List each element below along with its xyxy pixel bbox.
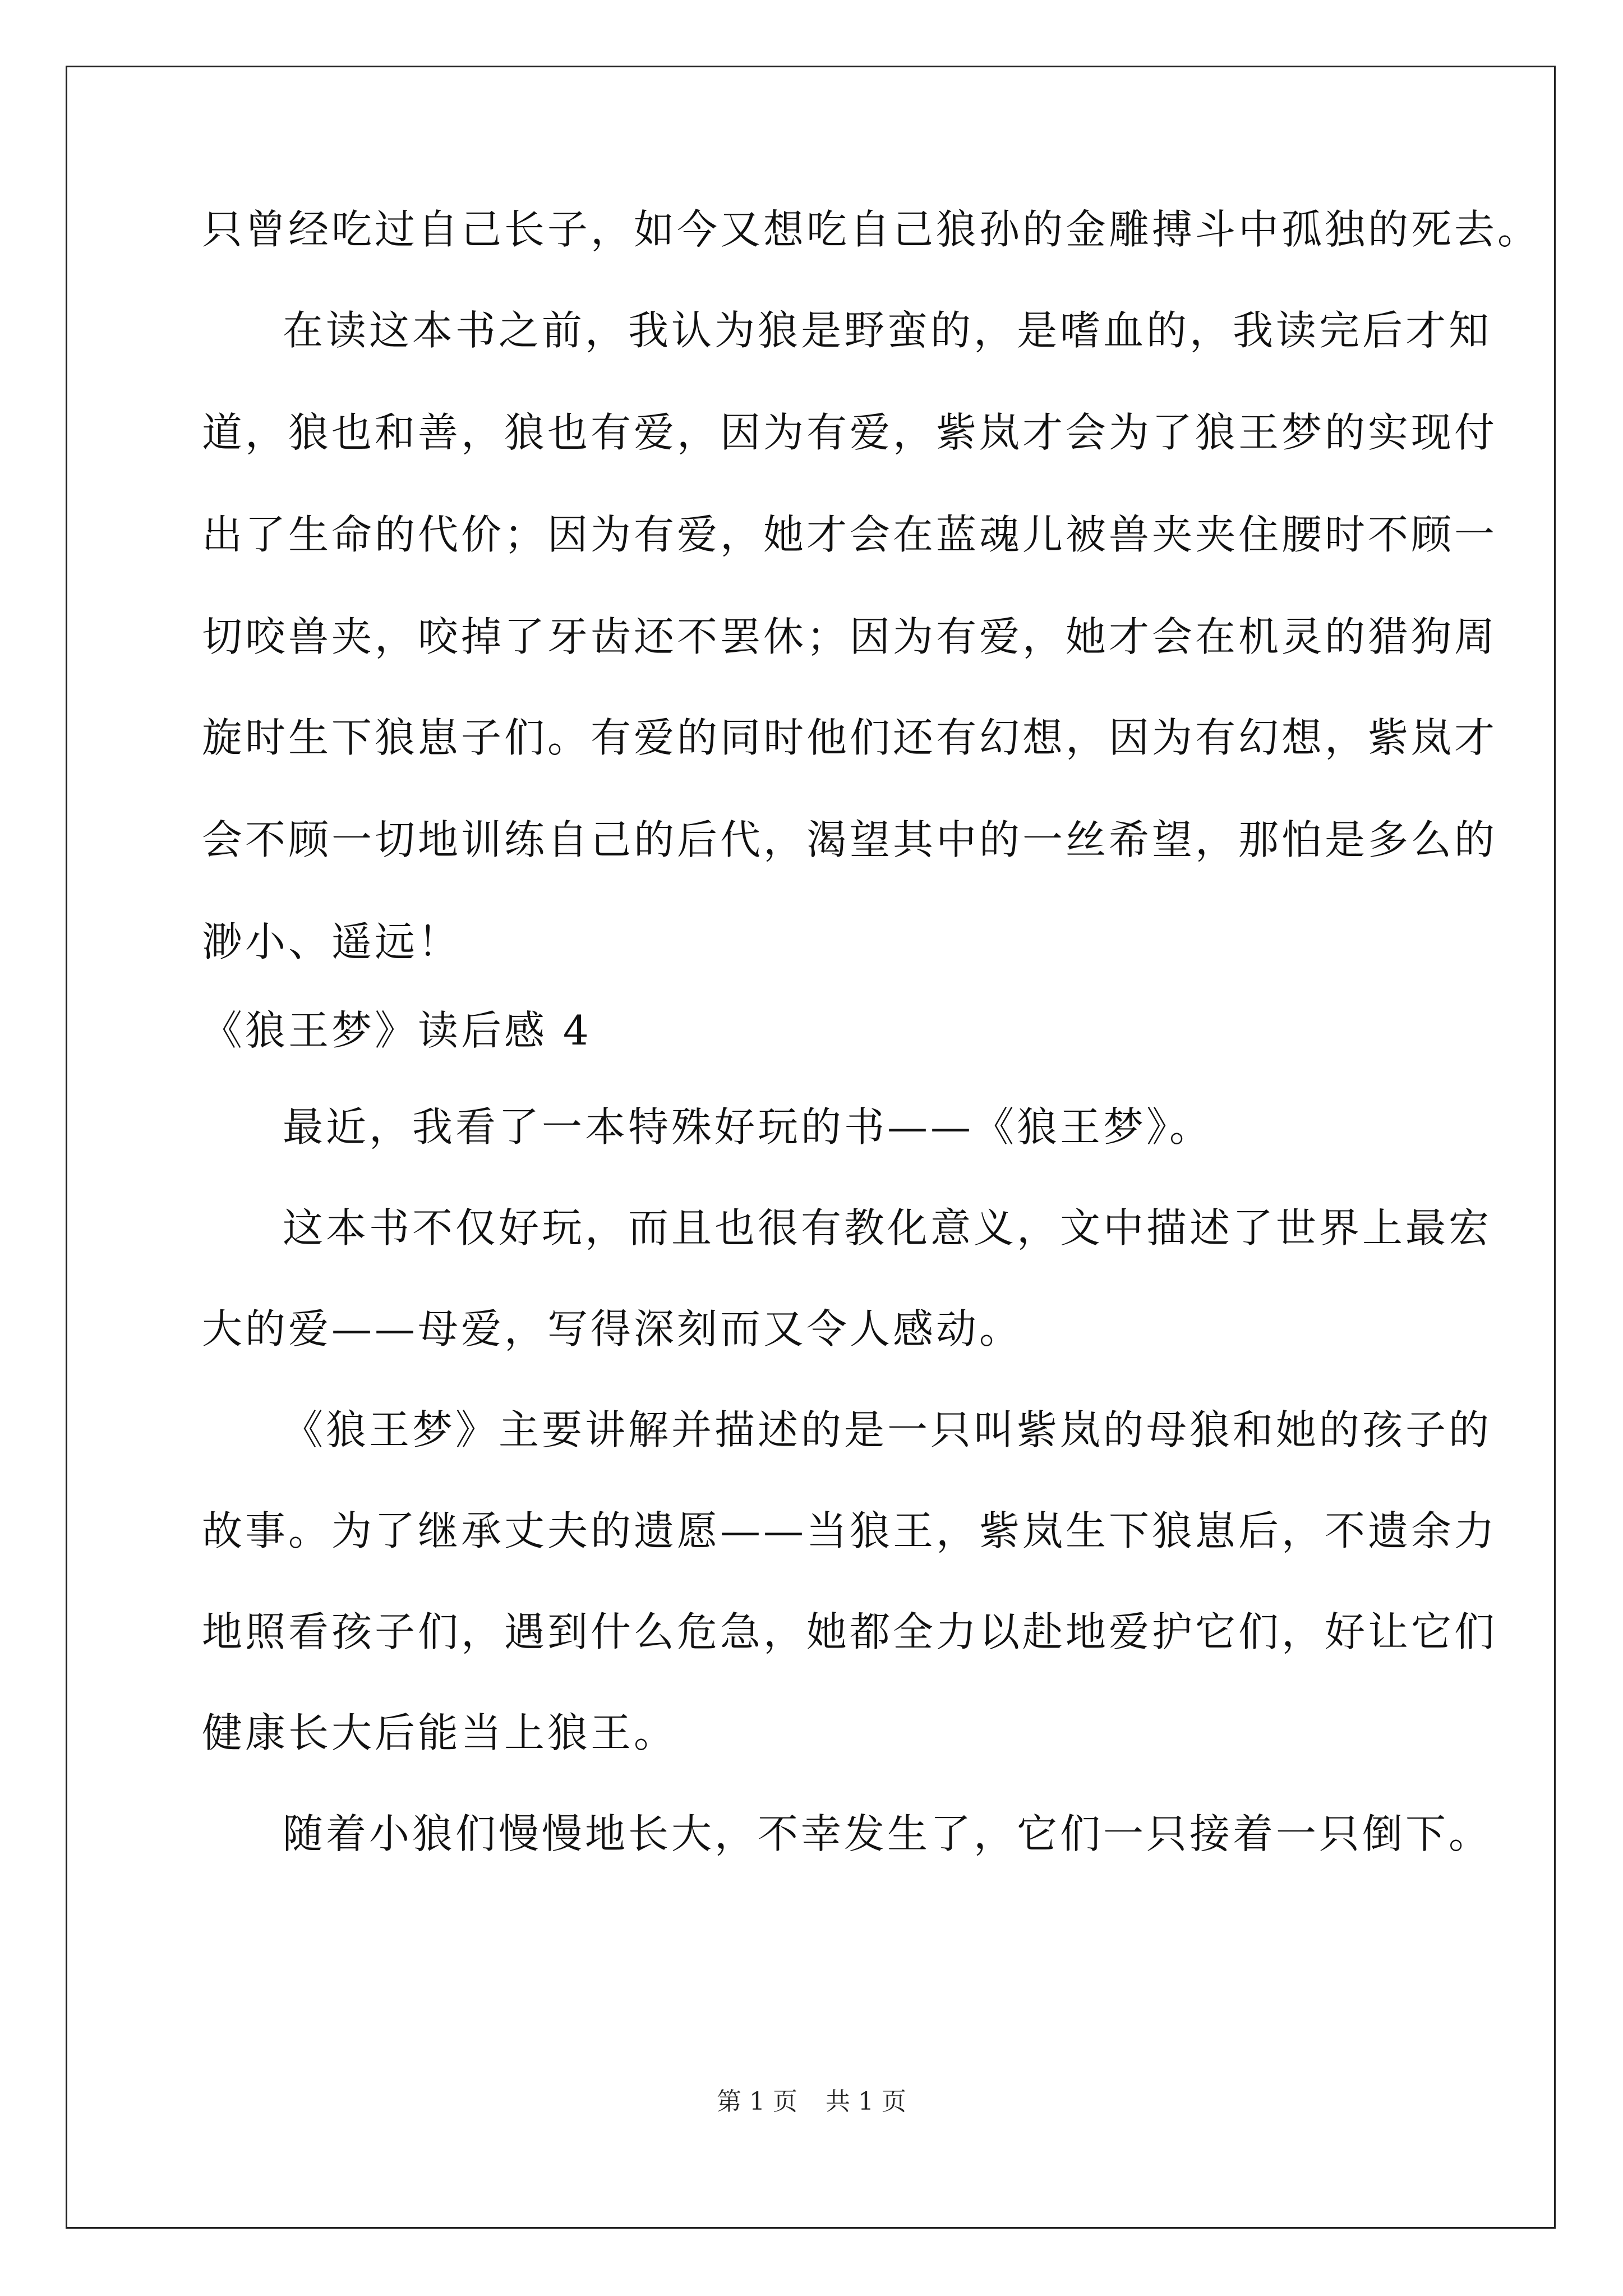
text-line: 出了生命的代价；因为有爱，她才会在蓝魂儿被兽夹夹住腰时不顾一 (202, 511, 1498, 558)
text-line: 地照看孩子们，遇到什么危急，她都全力以赴地爱护它们，好让它们 (202, 1608, 1498, 1655)
text-line: 故事。为了继承丈夫的遗愿——当狼王，紫岚生下狼崽后，不遗余力 (202, 1507, 1498, 1554)
text-line: 道，狼也和善，狼也有爱，因为有爱，紫岚才会为了狼王梦的实现付 (202, 409, 1498, 456)
text-line: 会不顾一切地训练自己的后代，渴望其中的一丝希望，那怕是多么的 (202, 816, 1498, 863)
page-total: 共 1 页 (826, 2087, 906, 2116)
paragraph-first-line: 最近，我看了一本特殊好玩的书——《狼王梦》。 (283, 1103, 1213, 1151)
text-line: 只曾经吃过自己长子，如今又想吃自己狼孙的金雕搏斗中孤独的死去。 (202, 206, 1541, 253)
text-line: 大的爱——母爱，写得深刻而又令人感动。 (202, 1305, 1023, 1352)
paragraph-first-line: 《狼王梦》主要讲解并描述的是一只叫紫岚的母狼和她的孩子的 (283, 1406, 1492, 1453)
paragraph-first-line: 在读这本书之前，我认为狼是野蛮的，是嗜血的，我读完后才知 (283, 307, 1492, 354)
page-footer (0, 2087, 1623, 2117)
text-line: 旋时生下狼崽子们。有爱的同时他们还有幻想，因为有幻想，紫岚才 (202, 714, 1498, 761)
text-line: 健康长大后能当上狼王。 (202, 1709, 677, 1756)
paragraph-first-line: 随着小狼们慢慢地长大，不幸发生了，它们一只接着一只倒下。 (283, 1810, 1492, 1857)
text-line: 渺小、遥远！ (202, 918, 462, 965)
section-heading: 《狼王梦》读后感 4 (202, 1007, 592, 1054)
paragraph-first-line: 这本书不仅好玩，而且也很有教化意义，文中描述了世界上最宏 (283, 1204, 1492, 1251)
page-number: 第 1 页 (717, 2087, 797, 2116)
text-line: 切咬兽夹，咬掉了牙齿还不罢休；因为有爱，她才会在机灵的猎狗周 (202, 613, 1498, 660)
